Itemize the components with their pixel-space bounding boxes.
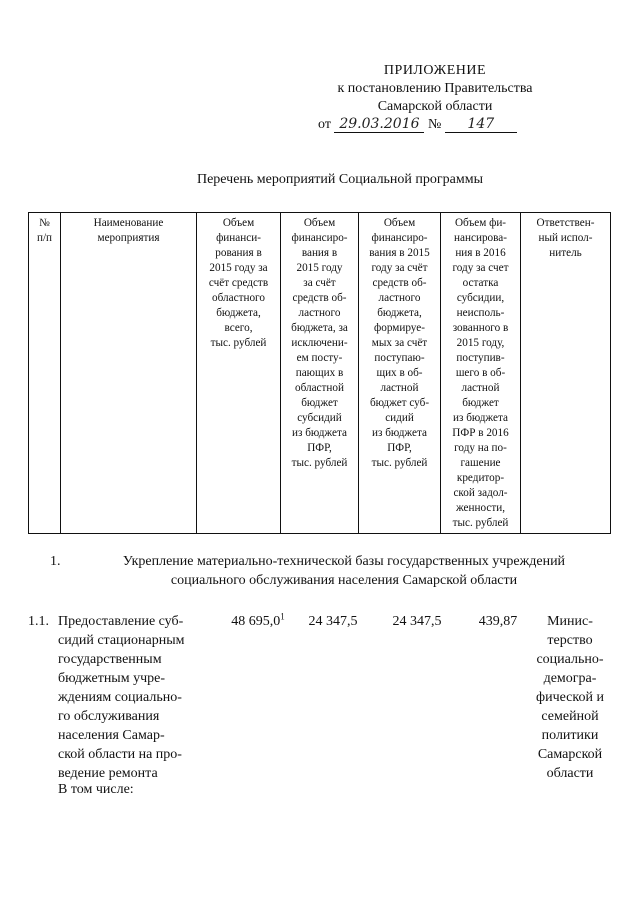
row-value-remainder: 439,87 [478,614,518,629]
col-header-number: № п/п [29,213,61,534]
col-header-pfr-2015: Объем финансиро- вания в 2015 году за счёт средств об- ластного бюджета, формируе- мых за счёт поступаю- щих в об- ластной бюджет суб- сидий из бюджета ПФР, тыс. рублей [359,213,441,534]
appendix-block [320,62,550,116]
appendix-title: ПРИЛОЖЕНИЕ [383,63,487,78]
row-executor: Минис- терство социально- демогра- фической и семейной политики Самарской области [536,614,604,781]
date-prefix: от [318,117,331,132]
document-title: Перечень мероприятий Социальной программы [196,172,483,187]
row-value-total: 48 695,0$^1$ [231,611,285,629]
section-title: Укрепление материально-технической базы государственных учреждений социального обслуживания населения Самарской области [122,554,566,588]
number-sign: № [427,117,442,132]
col-header-regional-2015: Объем финансиро- вания в 2015 году за счёт средств об- ластного бюджета, за исключени- ем посту- пающих в областной бюджет субсидий из бюджета ПФР, тыс. рублей [281,213,359,534]
handwritten-date: 29.03.2016 [334,116,424,133]
resolution-date-number [318,116,517,133]
including-label: В том числе: [58,782,134,797]
row-name: Предоставление суб- сидий стационарным государственным бюджетным учре- ждениям социально- го обслуживания населения Самар- ской области на про- ведение ремонта [58,614,185,781]
row-value-regional: 24 347,5 [308,614,358,629]
col-header-name: Наименование мероприятия [61,213,197,534]
footnote-mark: 1 [280,611,285,622]
row-value-pfr: 24 347,5 [392,614,442,629]
appendix-line-1: к постановлению Правительства [337,81,533,96]
appendix-line-2: Самарской области [377,99,493,114]
section-number: 1. [50,554,61,569]
row-number: 1.1. [28,614,49,629]
handwritten-number: 147 [445,116,517,133]
col-header-remainder-2016: Объем фи- нансирова- ния в 2016 году за счет остатка субсидии, неисполь- зованного в 2015 году, поступив- шего в об- ластной бюджет из бюджета ПФР в 2016 году на по- гашение кредитор- ской задол- женности, тыс. рублей [441,213,521,534]
col-header-total-2015: Объем финанси- рования в 2015 году за счёт средств областного бюджета, всего, тыс. рублей [197,213,281,534]
col-header-executor: Ответствен- ный испол- нитель [521,213,611,534]
program-table-header [28,212,611,534]
